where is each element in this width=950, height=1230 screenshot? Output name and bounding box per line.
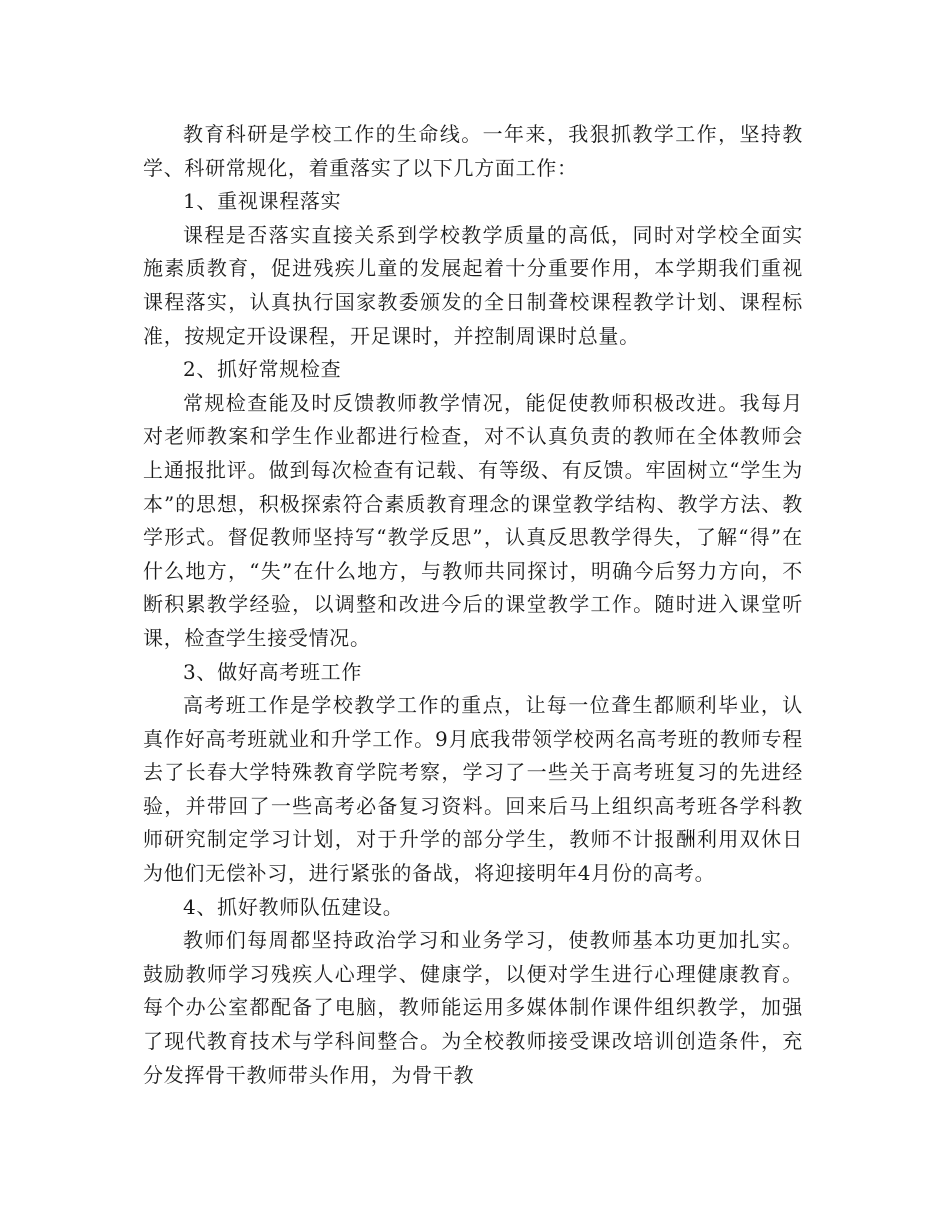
section-body-4: 教师们每周都坚持政治学习和业务学习，使教师基本功更加扎实。鼓励教师学习残疾人心理学、健康学，以便对学生进行心理健康教育。每个办公室都配备了电脑，教师能运用多媒体制作课件组织教学，加强了现代教育技术与学科间整合。为全校教师接受课改培训创造条件，充分发挥骨干教师带头作用，为骨干教 [143, 928, 803, 1087]
section-body-2: 常规检查能及时反馈教师教学情况，能促使教师积极改进。我每月对老师教案和学生作业都进行检查，对不认真负责的教师在全体教师会上通报批评。做到每次检查有记载、有等级、有反馈。牢固树立“学生为本”的思想，积极探索符合素质教育理念的课堂教学结构、教学方法、教学形式。督促教师坚持写“教学反思”，认真反思教学得失，了解“得”在什么地方，“失”在什么地方，与教师共同探讨，明确今后努力方向，不断积累教学经验，以调整和改进今后的课堂教学工作。随时进入课堂听课，检查学生接受情况。 [143, 390, 803, 650]
section-body-1: 课程是否落实直接关系到学校教学质量的高低，同时对学校全面实施素质教育，促进残疾儿童的发展起着十分重要作用，本学期我们重视课程落实，认真执行国家教委颁发的全日制聋校课程教学计划、课程标准，按规定开设课程，开足课时，并控制周课时总量。 [143, 222, 803, 348]
section-heading-2: 2、抓好常规检查 [183, 357, 342, 382]
section-heading-1: 1、重视课程落实 [183, 189, 342, 214]
section-heading-3: 3、做好高考班工作 [183, 659, 363, 684]
intro-paragraph: 教育科研是学校工作的生命线。一年来，我狠抓教学工作，坚持教学、科研常规化，着重落实了以下几方面工作： [143, 122, 803, 180]
document-page [143, 118, 803, 1092]
section-body-3: 高考班工作是学校教学工作的重点，让每一位聋生都顺利毕业，认真作好高考班就业和升学工作。9月底我带领学校两名高考班的教师专程去了长春大学特殊教育学院考察，学习了一些关于高考班复习的先进经验，并带回了一些高考必备复习资料。回来后马上组织高考班各学科教师研究制定学习计划，对于升学的部分学生，教师不计报酬利用双休日为他们无偿补习，进行紧张的备战，将迎接明年4月份的高考。 [143, 693, 803, 886]
section-heading-4: 4、抓好教师队伍建设。 [183, 894, 404, 919]
